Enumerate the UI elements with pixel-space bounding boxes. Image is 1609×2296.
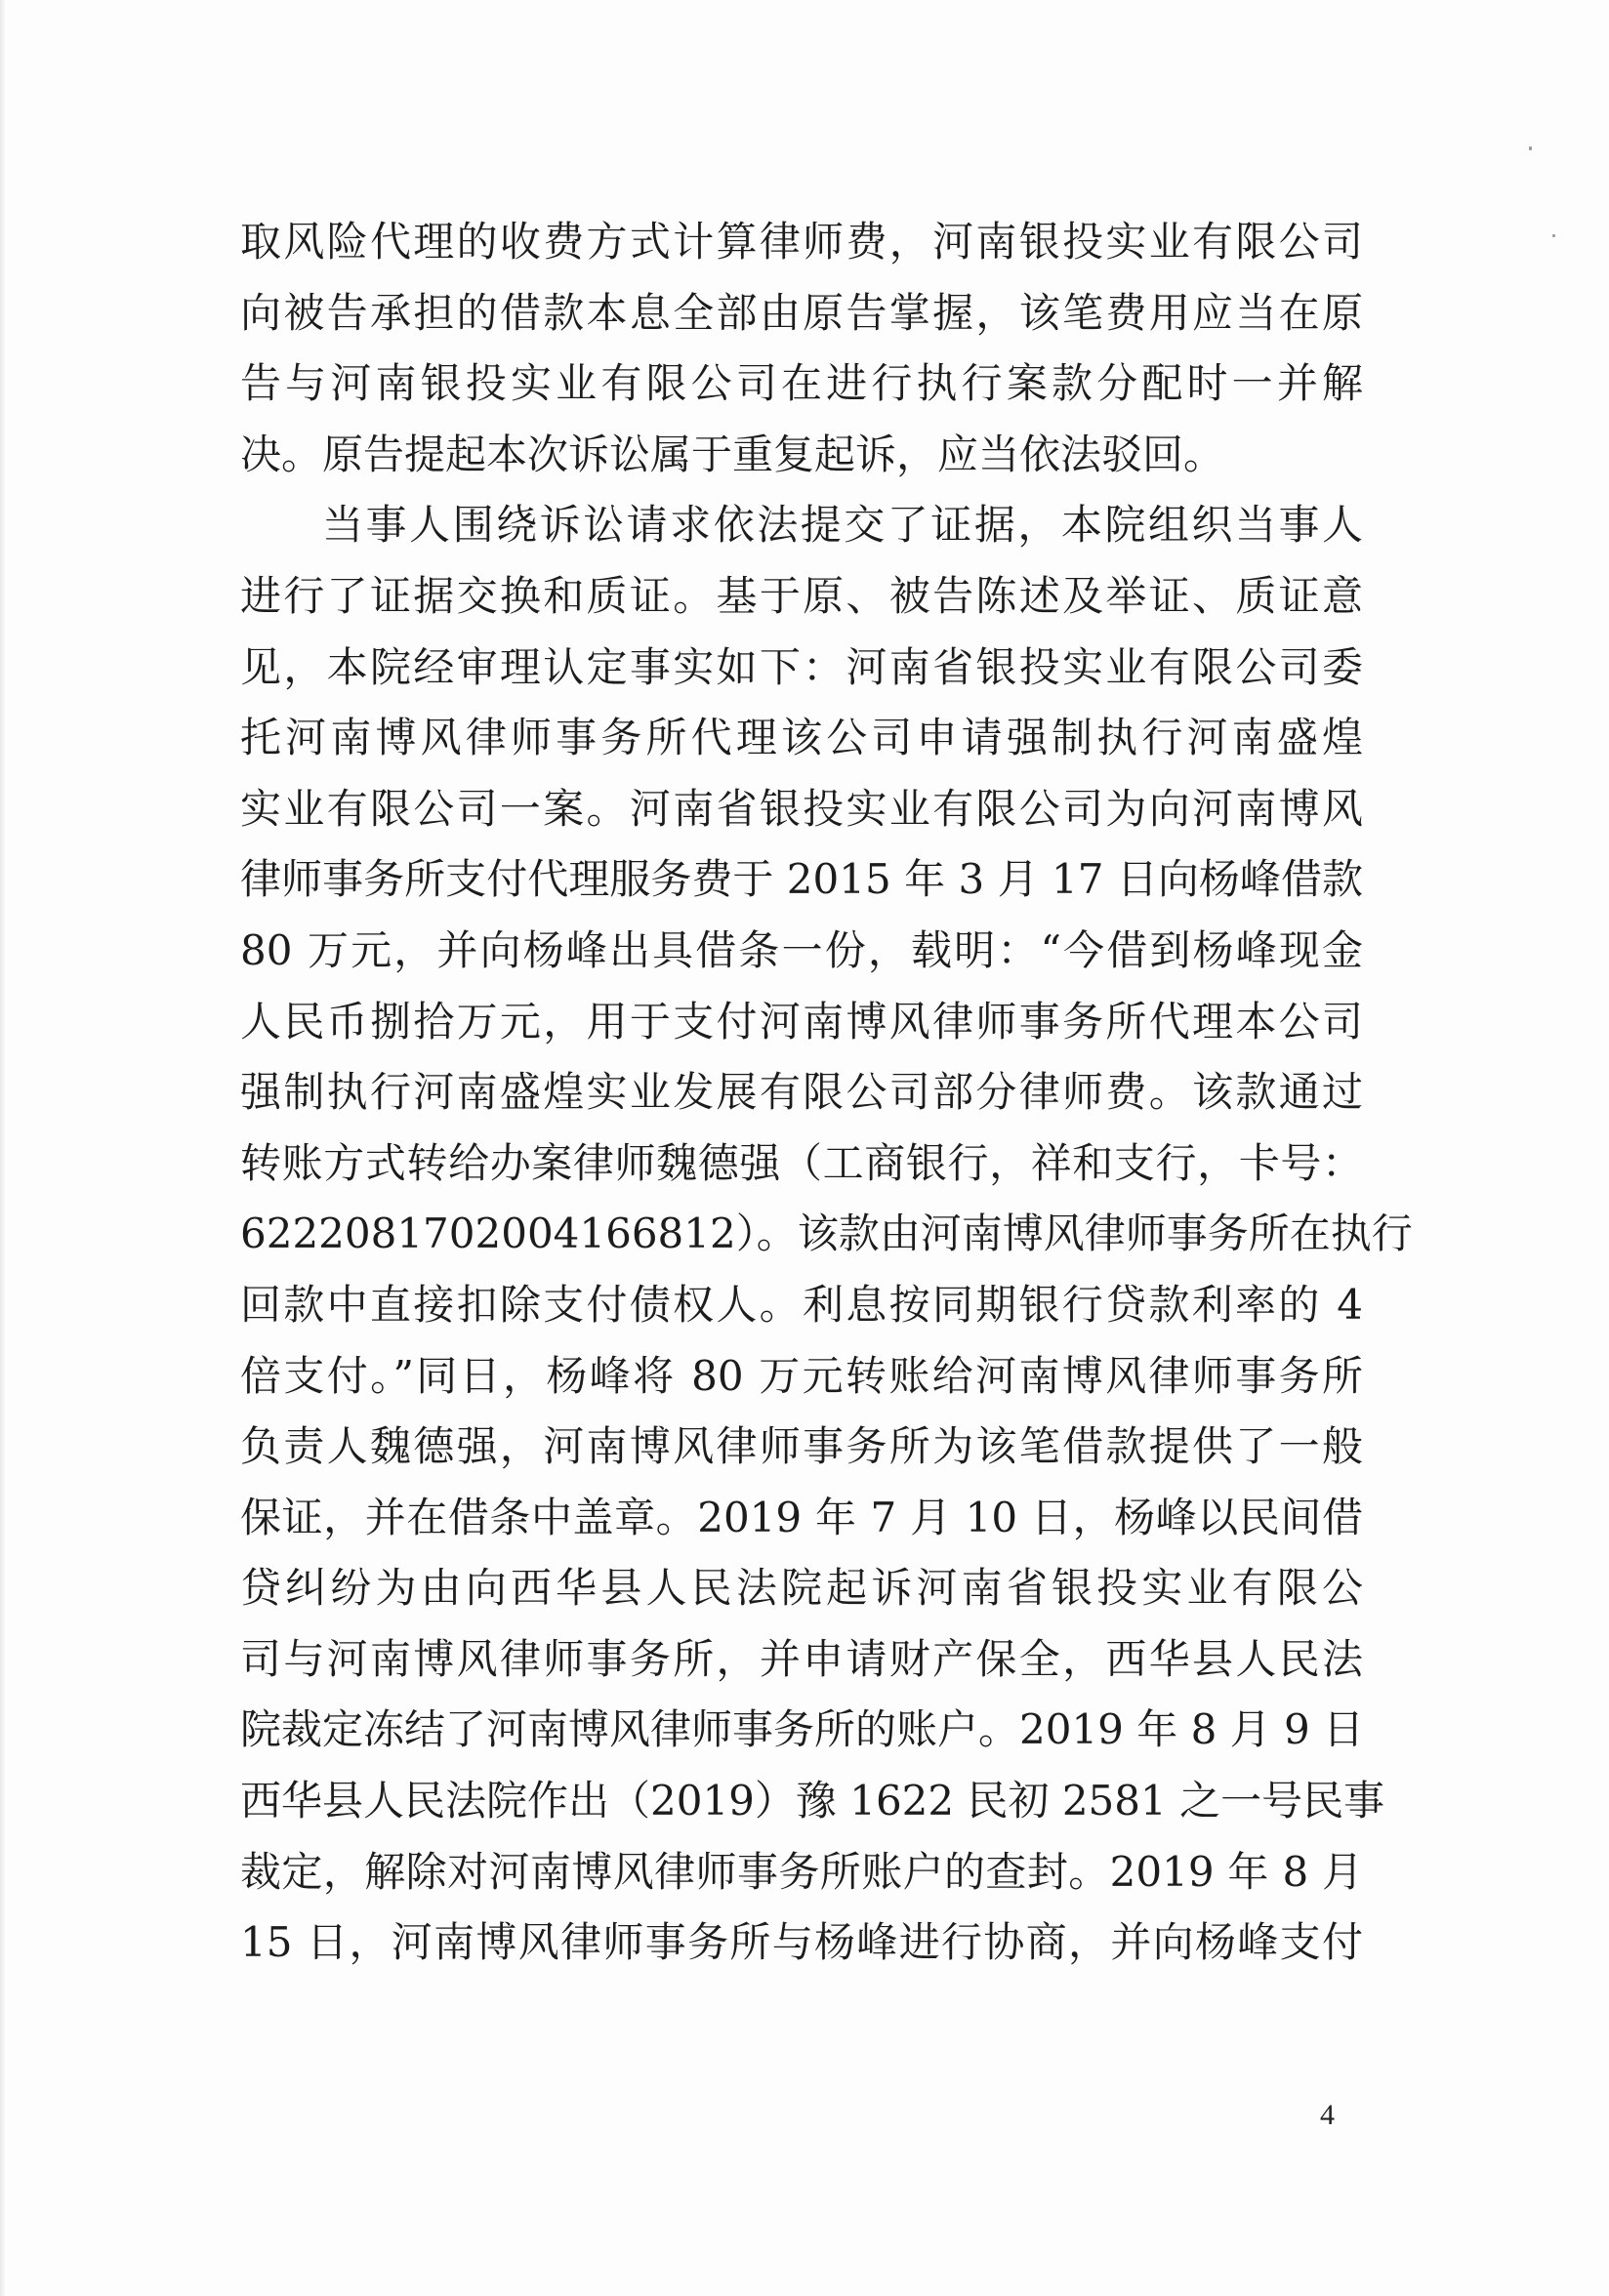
text-line: 人民币捌拾万元，用于支付河南博风律师事务所代理本公司: [240, 997, 1363, 1046]
scan-speck: [1529, 146, 1532, 150]
text-line: 西华县人民法院作出（2019）豫 1622 民初 2581 之一号民事: [240, 1777, 1385, 1825]
text-line: 6222081702004166812）。该款由河南博风律师事务所在执行: [240, 1210, 1413, 1258]
text-line: 强制执行河南盛煌实业发展有限公司部分律师费。该款通过: [240, 1068, 1363, 1117]
text-line: 告与河南银投实业有限公司在进行执行案款分配时一并解: [240, 359, 1363, 408]
text-line: 15 日，河南博风律师事务所与杨峰进行协商，并向杨峰支付: [240, 1918, 1363, 1967]
text-line: 转账方式转给办案律师魏德强（工商银行，祥和支行，卡号：: [240, 1138, 1363, 1187]
text-line: 进行了证据交换和质证。基于原、被告陈述及举证、质证意: [240, 571, 1363, 620]
paragraph: [240, 207, 1363, 490]
text-line: 贷纠纷为由向西华县人民法院起诉河南省银投实业有限公: [240, 1564, 1363, 1613]
text-line: 院裁定冻结了河南博风律师事务所的账户。2019 年 8 月 9 日: [240, 1705, 1365, 1754]
text-line: 负责人魏德强，河南博风律师事务所为该笔借款提供了一般: [240, 1422, 1363, 1471]
text-line: 实业有限公司一案。河南省银投实业有限公司为向河南博风: [240, 784, 1363, 833]
body-text: [240, 207, 1413, 1979]
text-line: 向被告承担的借款本息全部由原告掌握，该笔费用应当在原: [240, 288, 1363, 337]
text-line: 司与河南博风律师事务所，并申请财产保全，西华县人民法: [240, 1634, 1363, 1683]
text-line: 倍支付。”同日，杨峰将 80 万元转账给河南博风律师事务所: [240, 1351, 1363, 1400]
page-number: 4: [1320, 2099, 1335, 2131]
scan-speck: [1552, 234, 1555, 237]
text-line: 见，本院经审理认定事实如下：河南省银投实业有限公司委: [240, 642, 1363, 691]
text-line: 回款中直接扣除支付债权人。利息按同期银行贷款利率的 4: [240, 1280, 1363, 1329]
text-line: 保证，并在借条中盖章。2019 年 7 月 10 日，杨峰以民间借: [240, 1493, 1363, 1541]
text-line: 当事人围绕诉讼请求依法提交了证据，本院组织当事人: [322, 501, 1363, 550]
text-line: 律师事务所支付代理服务费于 2015 年 3 月 17 日向杨峰借款: [240, 855, 1363, 904]
text-line: 80 万元，并向杨峰出具借条一份，载明：“今借到杨峰现金: [240, 925, 1363, 974]
text-line: 取风险代理的收费方式计算律师费，河南银投实业有限公司: [240, 218, 1363, 266]
text-line: 决。原告提起本次诉讼属于重复起诉，应当依法驳回。: [240, 430, 1225, 478]
text-line: 托河南博风律师事务所代理该公司申请强制执行河南盛煌: [240, 714, 1363, 762]
paragraph: [240, 490, 1413, 1978]
text-line: 裁定，解除对河南博风律师事务所账户的查封。2019 年 8 月: [240, 1847, 1363, 1896]
scan-edge-shadow: [0, 0, 6, 2296]
